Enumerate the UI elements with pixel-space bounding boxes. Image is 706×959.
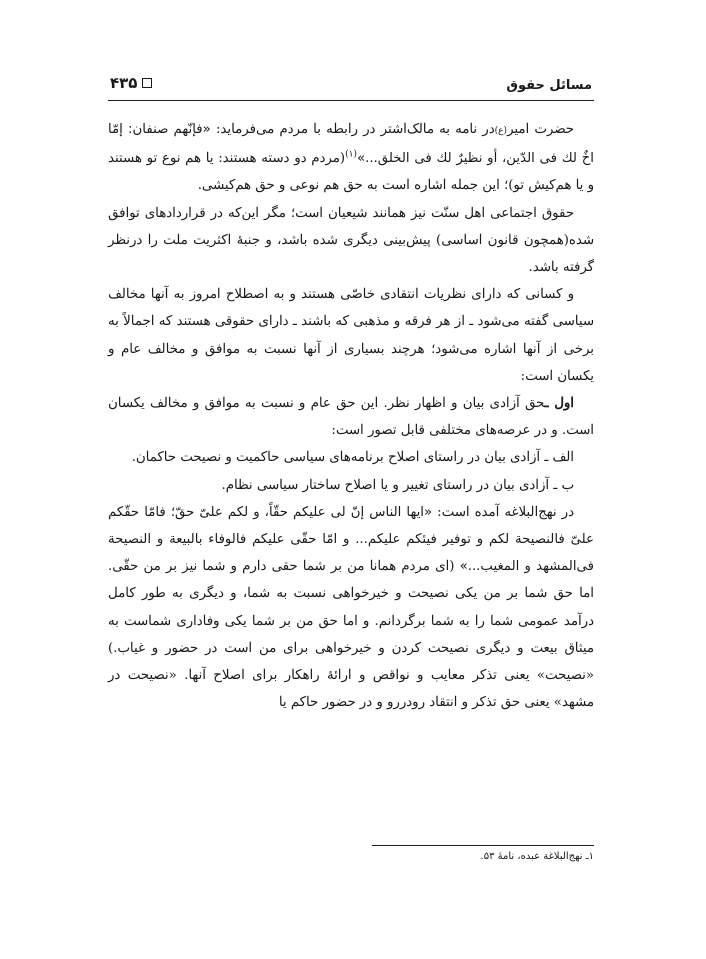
page-number-block bbox=[110, 74, 152, 92]
text-run: در نهج‌البلاغه آمده است: bbox=[432, 504, 574, 520]
page-number: ۴۳۵ bbox=[110, 74, 138, 92]
footnote-divider bbox=[372, 845, 594, 846]
footnote-reference: (۱) bbox=[345, 149, 357, 160]
paragraph bbox=[108, 390, 594, 444]
paragraph: حقوق اجتماعی اهل سنّت نیز همانند شیعیان است؛ مگر این‌که در قراردادهای توافق شده(همچون قانون اساسی) پیش‌بینی دیگری شده باشد، و جنبهٔ اکثریت ملت را درنظر گرفته باشد. bbox=[108, 205, 594, 276]
text-run: (مردم دو دسته هستند: یا هم نوع تو هستند و یا هم‌کیش تو)؛ این جمله اشاره است به حق هم نوعی و حق هم‌کیشی. bbox=[108, 151, 594, 194]
running-title: مسائل حقوق bbox=[506, 78, 592, 93]
arabic-quote: «ایها الناس إنّ لی علیکم حقّاً، و لکم علیّ حقّ؛ فامّا حقّکم علیّ فالنصیحة لکم و توفیر فیئکم علیکم... و امّا حقّی علیکم فالوفاء بالبیعة و النصیحة فی‌المشهد و المغیب...» bbox=[108, 504, 594, 575]
text-run: حق آزادی بیان و اظهار نظر. این حق عام و نسبت به موافق و مخالف یکسان است. و در عرصه‌های مختلفی قابل تصور است: bbox=[108, 396, 594, 439]
running-header bbox=[108, 70, 594, 101]
footnote: ۱ـ نهج‌البلاغة عبده، نامهٔ ۵۳. bbox=[480, 851, 594, 862]
square-ornament-icon bbox=[142, 78, 152, 88]
text-run: (ای مردم همانا من بر شما حقی دارم و شما نیز بر من حقّی. اما حق شما بر من یکی نصیحت و خیرخواهی نسبت به شما، و دیگری به طور کامل درآمد عمومی شما را به شما برگردانم. و اما حق من بر شما یکی وفاداری شماست به میثاق بیعت و دیگری نصیحت کردن و خیرخواهی برای من است در حضور و غیاب.) «نصیحت» یعنی تذکر معایب و نواقص و ارائهٔ راهکار برای اصلاح آنها. «نصیحت در مشهد» یعنی حق تذکر و انتقاد رودررو و در حضور حاکم یا bbox=[108, 559, 594, 711]
text-run: حضرت امیر bbox=[507, 122, 575, 137]
arabic-quote: «فإنّهم صنفان: إمّا اخٌ لك فی الدّین، أو نظیرٌ لك فی الخلق...» bbox=[108, 122, 594, 167]
paragraph: الف ـ آزادی بیان در راستای اصلاح برنامه‌های سیاسی حاکمیت و نصیحت حاکمان. bbox=[131, 450, 574, 466]
paragraph bbox=[108, 499, 594, 717]
honorific-symbol: (ع) bbox=[494, 126, 508, 136]
section-label: اول ـ bbox=[544, 396, 574, 412]
paragraph bbox=[108, 116, 594, 200]
paragraph: و کسانی که دارای نظریات انتقادی خاصّی هستند و به اصطلاح امروز به آنها مخالف سیاسی گفته می‌شود ـ از هر فرقه و مذهبی که باشند ـ دارای حقوقی هستند که اجمالاً به برخی از آنها اشاره می‌شود؛ هرچند بسیاری از آنها نسبت به موافق و مخالف عام و یکسان است: bbox=[108, 287, 594, 384]
text-run: در نامه به مالک‌اشتر در رابطه با مردم می‌فرماید: bbox=[210, 122, 495, 137]
body-text bbox=[108, 116, 594, 716]
paragraph: ب ـ آزادی بیان در راستای تغییر و یا اصلاح ساختار سیاسی نظام. bbox=[221, 477, 574, 493]
